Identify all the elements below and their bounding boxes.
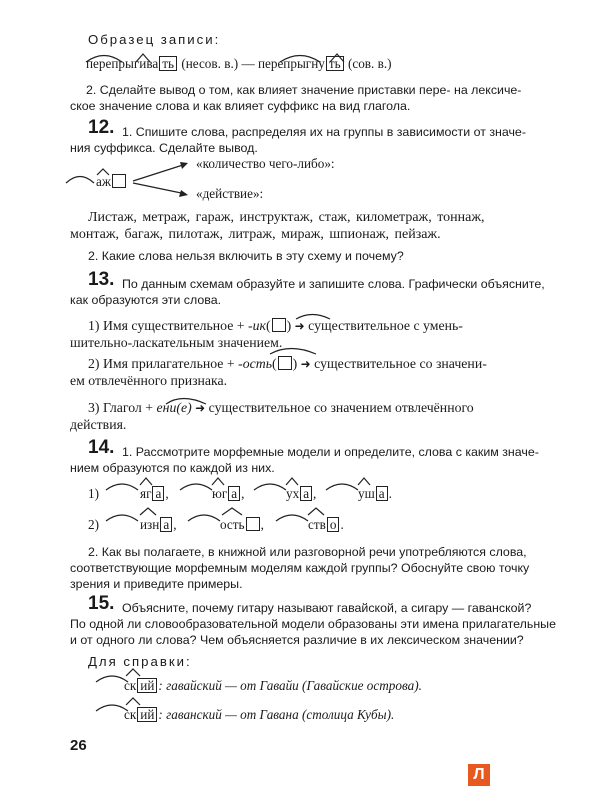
ex15-line2: По одной ли словообразовательной модели образованы эти имена прилагательные (70, 617, 556, 631)
sample-line: перепрыгива ть (несов. в.) — перепрыгну ть (сов. в.) (86, 56, 392, 71)
ex15-line1: Объясните, почему гитару называют гавайской, а сигару — гаванской? (122, 601, 532, 615)
ex14-model: юг а , (212, 486, 245, 501)
ex14-model: изн а , (140, 517, 177, 532)
ex12-branch1: «количество чего-либо»: (196, 156, 335, 171)
ex15-ref1: ск ий : гавайский — от Гавайи (Гавайские острова). (124, 678, 422, 693)
ex12-words1: Листаж, метраж, гараж, инструктаж, стаж, километраж, тоннаж, (88, 210, 485, 225)
ending-box (112, 174, 126, 188)
ex13-line1: По данным схемам образуйте и запишите слова. Графически объясните, (122, 277, 545, 291)
ex14-model: ух а , (286, 486, 317, 501)
ex13-scheme1: 1) Имя существительное + -ик( ) ➜ существительное с умень- (88, 318, 463, 333)
ex13-scheme3-cont: действия. (70, 417, 127, 432)
page-number: 26 (70, 737, 87, 754)
ex12-number: 12. (88, 117, 115, 138)
ex12-line2: ния суффикса. Сделайте вывод. (70, 141, 258, 155)
ex14-model: ств о . (308, 517, 344, 532)
ex15-line3: и от одного ли слова? Чем объясняется различие в их лексическом значении? (70, 633, 524, 647)
arrow-right-icon: ➜ (195, 401, 206, 415)
ex12-words2: монтаж, багаж, пилотаж, литраж, мираж, шпионаж, пейзаж. (70, 227, 441, 242)
ex13-scheme3: 3) Глагол + ени(е) ➜ существительное со значением отвлечённого (88, 400, 474, 415)
ex12-branch2: «действие»: (196, 186, 264, 201)
ex15-ref2: ск ий : гаванский — от Гавана (столица Кубы). (124, 707, 395, 722)
ex14-line2: нием образуются по каждой из них. (70, 461, 275, 475)
ex14-model: яг а , (140, 486, 169, 501)
ex12-task2: 2. Какие слова нельзя включить в эту схему и почему? (88, 249, 404, 263)
ex13-scheme2: 2) Имя прилагательное + -ость( ) ➜ существительное со значени- (88, 356, 487, 371)
ex14-task2-line2: соответствующие морфемным моделям каждой группы? Обоснуйте свою точку (70, 561, 530, 575)
ex14-row1-label: 1) (88, 486, 99, 501)
ex14-row2-label: 2) (88, 517, 99, 532)
ex14-task2-line3: зрения и приведите примеры. (70, 577, 243, 591)
sample-label: Образец записи: (88, 32, 221, 47)
ex11-task2-line2: ское значение слова и как влияет суффикс на вид глагола. (70, 99, 411, 113)
ex12-line1: 1. Спишите слова, распределяя их на группы в зависимости от значе- (122, 125, 526, 139)
arrow-right-icon: ➜ (294, 319, 305, 333)
ex14-number: 14. (88, 437, 115, 458)
ex14-model: уш а . (358, 486, 392, 501)
ex15-number: 15. (88, 593, 115, 614)
ex13-number: 13. (88, 269, 115, 290)
ex13-line2: как образуются эти слова. (70, 293, 222, 307)
ex13-scheme1-cont: шительно-ласкательным значением. (70, 335, 283, 350)
ex14-line1: 1. Рассмотрите морфемные модели и определите, слова с каким значе- (122, 445, 539, 459)
ex14-task2-line1: 2. Как вы полагаете, в книжной или разговорной речи употребляются слова, (88, 545, 527, 559)
ex12-scheme: аж (96, 174, 127, 190)
ex14-model: ость , (220, 517, 264, 532)
arrow-right-icon: ➜ (300, 357, 311, 371)
publisher-logo: Л (468, 764, 490, 786)
ex13-scheme2-cont: ем отвлечённого признака. (70, 373, 228, 388)
ex11-task2-line1: 2. Сделайте вывод о том, как влияет значение приставки пере- на лексиче- (86, 83, 522, 97)
reference-label: Для справки: (88, 654, 192, 669)
